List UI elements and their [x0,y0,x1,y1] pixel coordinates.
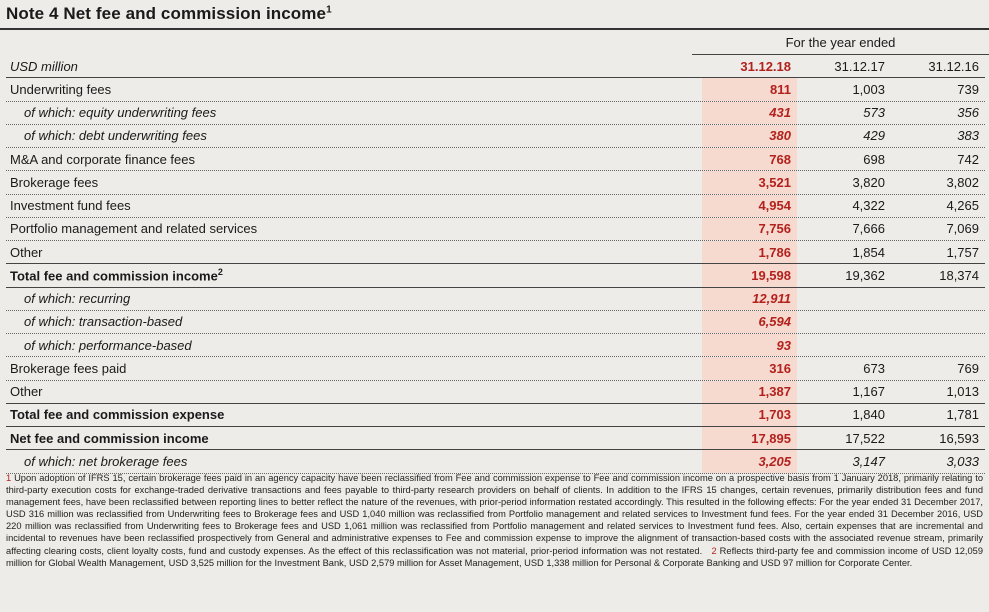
value-2017: 429 [863,128,885,144]
value-2016: 1,013 [946,384,979,400]
value-2017 [797,311,891,333]
value-2018: 380 [702,125,797,147]
row-label: Total fee and commission income$^2$ [10,267,223,284]
table-row [6,218,985,241]
value-2017: 573 [863,105,885,121]
value-2016: 3,802 [946,174,979,190]
table-body [6,78,985,473]
table-row [6,450,985,473]
value-2018: 431 [702,102,797,124]
value-2016: 742 [957,151,979,167]
value-2016: 16,593 [939,430,979,446]
value-2016: 769 [957,360,979,376]
table-row [6,404,985,427]
row-label: Investment fund fees [10,198,131,214]
value-2016 [891,311,985,333]
value-2018: 811 [702,78,797,100]
row-label: Brokerage fees paid [10,360,127,376]
value-2018: 1,703 [702,404,797,426]
value-2017: 19,362 [845,267,885,283]
footnote-2-marker: 2 [711,545,717,556]
table-header-row [6,55,985,78]
footnotes [6,472,983,569]
value-2017: 1,167 [852,384,885,400]
table-row [6,241,985,264]
row-label: M&A and corporate finance fees [10,151,196,167]
row-label: Other [10,244,43,260]
value-2016: 383 [957,128,979,144]
value-2016 [891,334,985,356]
row-label: of which: debt underwriting fees [24,128,207,144]
row-label: Total fee and commission expense [10,407,225,423]
table-row [6,357,985,380]
table-row [6,427,985,450]
table-row [6,264,985,287]
value-2018: 316 [702,357,797,379]
value-2017 [797,288,891,310]
table-row [6,148,985,171]
row-label: of which: equity underwriting fees [24,105,217,121]
footnote-2-text: Reflects third-party fee and commission income of USD 12,059 million for Global Wealth Management, USD 3,525 million for the Investment Bank, USD 2,579 million for Asset Management, USD 1,338 million for Personal & Corporate Banking and USD 97 million for Corporate Center. [6,545,984,568]
value-2017: 1,854 [852,244,885,260]
row-label: of which: transaction-based [24,314,183,330]
value-2017: 3,147 [852,453,885,469]
title-footnote-ref: 1 [326,4,332,16]
value-2017: 17,522 [845,430,885,446]
page-title: Note 4 Net fee and commission income$^1$ [6,4,332,23]
value-2016: 7,069 [946,221,979,237]
value-2018: 7,756 [702,218,797,240]
table-row [6,334,985,357]
value-2017: 4,322 [852,198,885,214]
table-row [6,78,985,101]
value-2016: 18,374 [939,267,979,283]
table-row [6,311,985,334]
value-2017: 1,840 [852,407,885,423]
row-label: Portfolio management and related services [10,221,258,237]
value-2018: 3,521 [702,171,797,193]
row-label: of which: recurring [24,291,131,307]
value-2017: 698 [863,151,885,167]
value-2018: 19,598 [702,264,797,286]
value-2016: 1,781 [946,407,979,423]
row-label: Net fee and commission income [10,430,209,446]
value-2018: 3,205 [702,450,797,472]
row-footnote-ref: 2 [217,267,223,278]
value-2017: 1,003 [852,81,885,97]
value-2016: 739 [957,81,979,97]
period-header: For the year ended [785,35,896,50]
value-2016: 356 [957,105,979,121]
value-2018: 93 [702,334,797,356]
value-2018: 1,786 [702,241,797,263]
table-row [6,125,985,148]
row-label: of which: performance-based [24,337,192,353]
title-rule [0,28,989,30]
value-2017: 673 [863,360,885,376]
table-row [6,381,985,404]
row-label: of which: net brokerage fees [24,453,188,469]
col-2018-header: 31.12.18 [740,58,791,74]
value-2017: 3,820 [852,174,885,190]
units-label: USD million [10,58,78,74]
footnote-1-marker: 1 [6,473,12,483]
fee-table [6,55,985,474]
footnote-1-text: Upon adoption of IFRS 15, certain brokerage fees paid in an agency capacity have been reclassified from Fee and commission expense to Fee and commission income on a prospective basis from 1 January 2018, primarily relating to third-party execution costs for exchange-traded derivative transactions and fees payable to third-party research providers on behalf of clients. In addition to the IFRS 15 changes, certain revenues, primarily distribution fees and fund management fees, have been reclassified between reporting lines to better reflect the nature of the revenues, with prior-period information restated accordingly. This resulted in the following effects: For the year ended 31 December 2017, USD 316 million was reclassified from Underwriting fees to Brokerage fees and USD 1,040 million was reclassified from Portfolio management and related services to Investment fund fees. For the year ended 31 December 2016, USD 220 million was reclassified from Underwriting fees to Brokerage fees and USD 1,061 million was reclassified from Portfolio management and related services to Investment fund fees. Also, certain expenses that are incremental and incidental to revenues have been reclassified prospectively from General and administrative expenses to Fee and commission expense to improve the alignment of transaction-based costs with the associated revenue stream, primarily affecting clearing costs, client loyalty costs, fund and custody expenses. As the effect of this reclassification was not material, prior-period information was not restated. [6,473,983,556]
row-label: Other [10,384,43,400]
col-2016-header: 31.12.16 [928,58,979,74]
row-label: Underwriting fees [10,81,112,97]
row-label: Brokerage fees [10,174,99,190]
table-row [6,102,985,125]
value-2018: 6,594 [702,311,797,333]
value-2016: 3,033 [946,453,979,469]
value-2016 [891,288,985,310]
table-row [6,171,985,194]
value-2018: 4,954 [702,195,797,217]
value-2016: 4,265 [946,198,979,214]
value-2018: 12,911 [702,288,797,310]
value-2016: 1,757 [946,244,979,260]
value-2018: 1,387 [702,381,797,403]
table-row [6,288,985,311]
col-2017-header: 31.12.17 [834,58,885,74]
table-row [6,195,985,218]
value-2017 [797,334,891,356]
value-2017: 7,666 [852,221,885,237]
value-2018: 17,895 [702,427,797,449]
value-2018: 768 [702,148,797,170]
